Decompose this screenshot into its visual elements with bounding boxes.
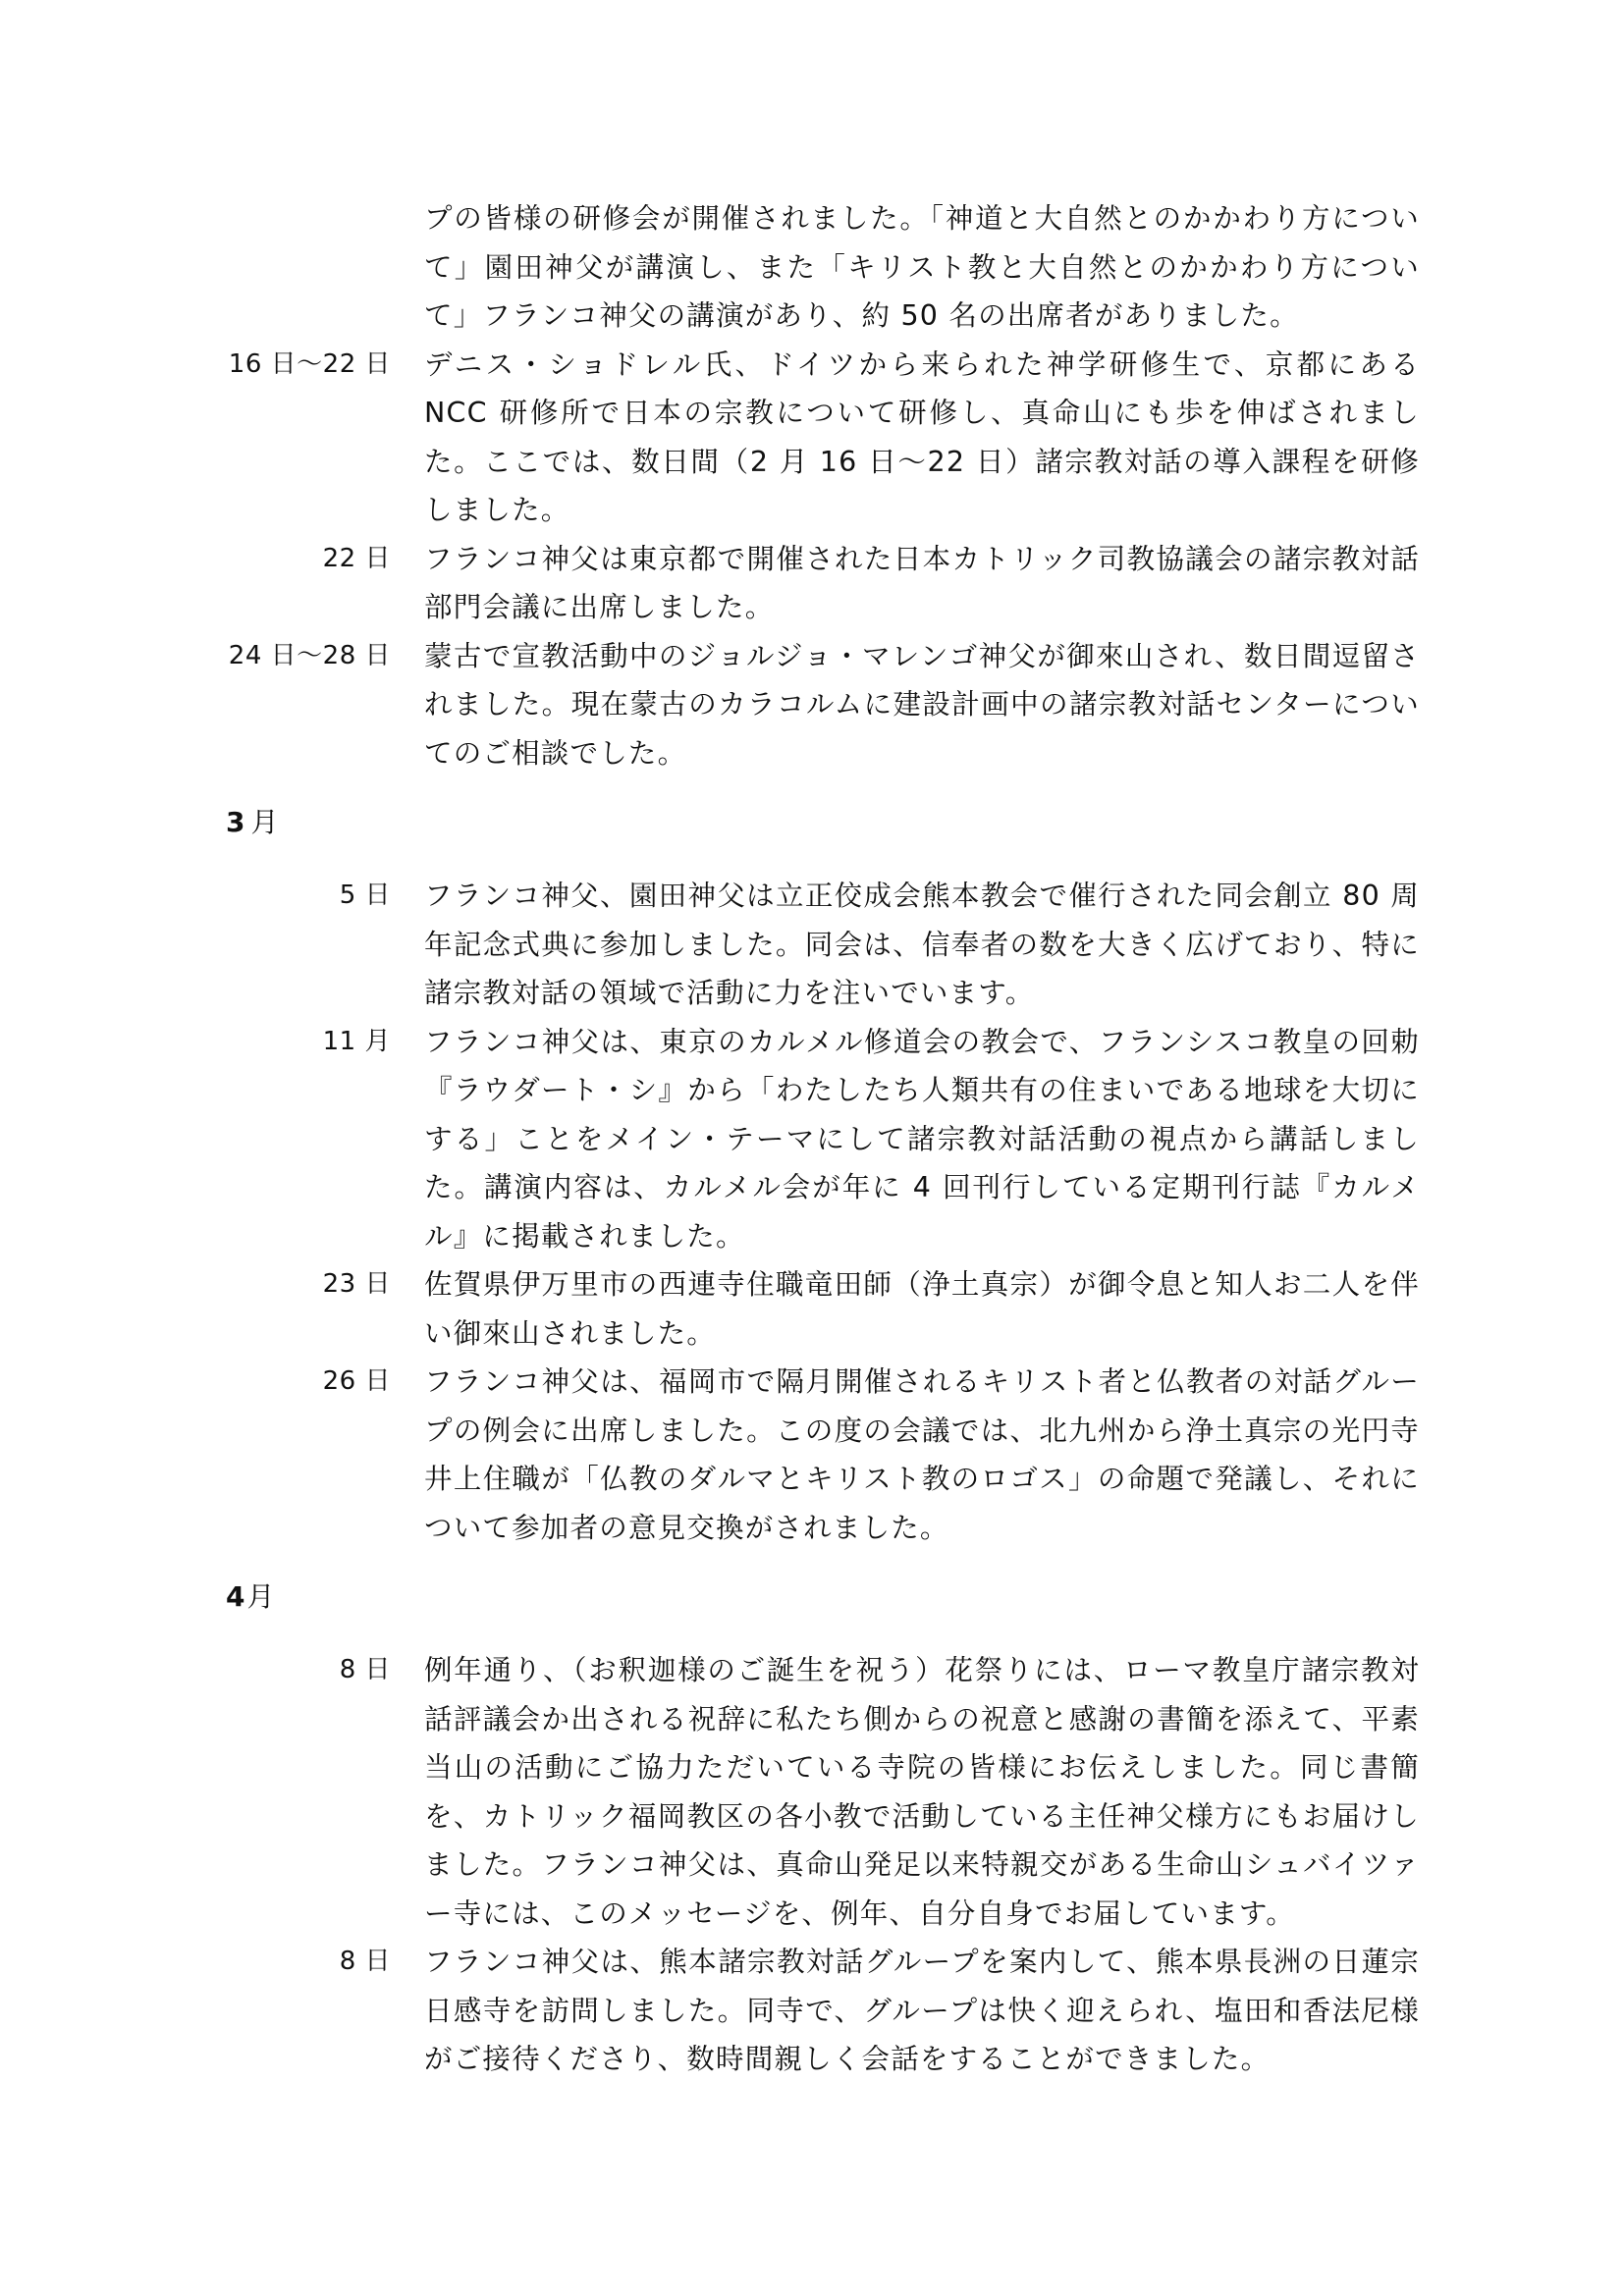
entry-text: 佐賀県伊万里市の西連寺住職竜田師（浄土真宗）が御令息と知人お二人を伴い御來山されました。	[424, 1268, 1420, 1350]
month-kanji: 月	[246, 1580, 275, 1613]
feb-entry	[204, 535, 1432, 632]
april-entry	[204, 1646, 1432, 1938]
entry-date: 8 日	[339, 1655, 391, 1684]
continued-entry	[204, 194, 1432, 341]
entry-text: フランコ神父は東京都で開催された日本カトリック司教協議会の諸宗教対話部門会議に出席しました。	[424, 542, 1420, 623]
month-kanji: 月	[250, 806, 279, 838]
entry-date: 8 日	[339, 1947, 391, 1976]
entry-text: フランコ神父は、熊本諸宗教対話グループを案内して、熊本県長洲の日蓮宗日感寺を訪問しました。同寺で、グループは快く迎えられ、塩田和香法尼様がご接待くださり、数時間親しく会話をすることができました。	[424, 1946, 1420, 2075]
feb-entry	[204, 341, 1432, 535]
march-entry	[204, 1358, 1432, 1552]
entry-text: プの皆様の研修会が開催されました。「神道と大自然とのかかわり方について」園田神父が講演し、また「キリスト教と大自然とのかかわり方について」フランコ神父の講演があり、約 50 名の出席者がありました。	[424, 202, 1420, 332]
entry-date: 26 日	[322, 1366, 391, 1396]
entry-text: フランコ神父は、東京のカルメル修道会の教会で、フランシスコ教皇の回勅『ラウダート・シ』から「わたしたち人類共有の住まいである地球を大切にする」ことをメイン・テーマにして諸宗教対話活動の視点から講話しました。講演内容は、カルメル会が年に 4 回刊行している定期刊行誌『カルメル』に掲載されました。	[424, 1025, 1420, 1253]
march-entry	[204, 1260, 1432, 1358]
month-heading-march	[226, 799, 1432, 846]
march-entry	[204, 1018, 1432, 1261]
april-entry	[204, 1938, 1432, 2084]
month-number: 3	[226, 806, 245, 838]
entry-text: フランコ神父、園田神父は立正佼成会熊本教会で催行された同会創立 80 周年記念式典に参加しました。同会は、信奉者の数を大きく広げており、特に諸宗教対話の領域で活動に力を注いでいます。	[424, 880, 1420, 1009]
entry-text: 蒙古で宣教活動中のジョルジョ・マレンゴ神父が御來山され、数日間逗留されました。現在蒙古のカラコルムに建設計画中の諸宗教対話センターについてのご相談でした。	[424, 639, 1420, 770]
month-heading-april	[226, 1574, 1432, 1621]
entry-text: 例年通り、（お釈迦様のご誕生を祝う）花祭りには、ローマ教皇庁諸宗教対話評議会か出される祝辞に私たち側からの祝意と感謝の書簡を添えて、平素当山の活動にご協力ただいている寺院の皆様にお伝えしました。同じ書簡を、カトリック福岡教区の各小教で活動している主任神父様方にもお届けしました。フランコ神父は、真命山発足以来特親交がある生命山シュバイツァー寺には、このメッセージを、例年、自分自身でお届しています。	[424, 1654, 1420, 1930]
march-entry	[204, 872, 1432, 1018]
entry-date: 11 月	[322, 1026, 391, 1056]
entry-text: デニス・ショドレル氏、ドイツから来られた神学研修生で、京都にある NCC 研修所で日本の宗教について研修し、真命山にも歩を伸ばされました。ここでは、数日間（2 月 16 日〜22 日）諸宗教対話の導入課程を研修しました。	[424, 347, 1420, 526]
entry-text: フランコ神父は、福岡市で隔月開催されるキリスト者と仏教者の対話グループの例会に出席しました。この度の会議では、北九州から浄土真宗の光円寺井上住職が「仏教のダルマとキリスト教のロゴス」の命題で発議し、それについて参加者の意見交換がされました。	[424, 1365, 1420, 1544]
entry-date: 23 日	[322, 1269, 391, 1299]
feb-entry	[204, 632, 1432, 778]
entry-date: 22 日	[322, 543, 391, 573]
entry-date: 5 日	[339, 881, 391, 910]
entry-date: 24 日〜28 日	[228, 640, 391, 670]
document-body	[204, 194, 1432, 2084]
entry-date: 16 日〜22 日	[228, 348, 391, 379]
month-number: 4	[226, 1580, 245, 1613]
